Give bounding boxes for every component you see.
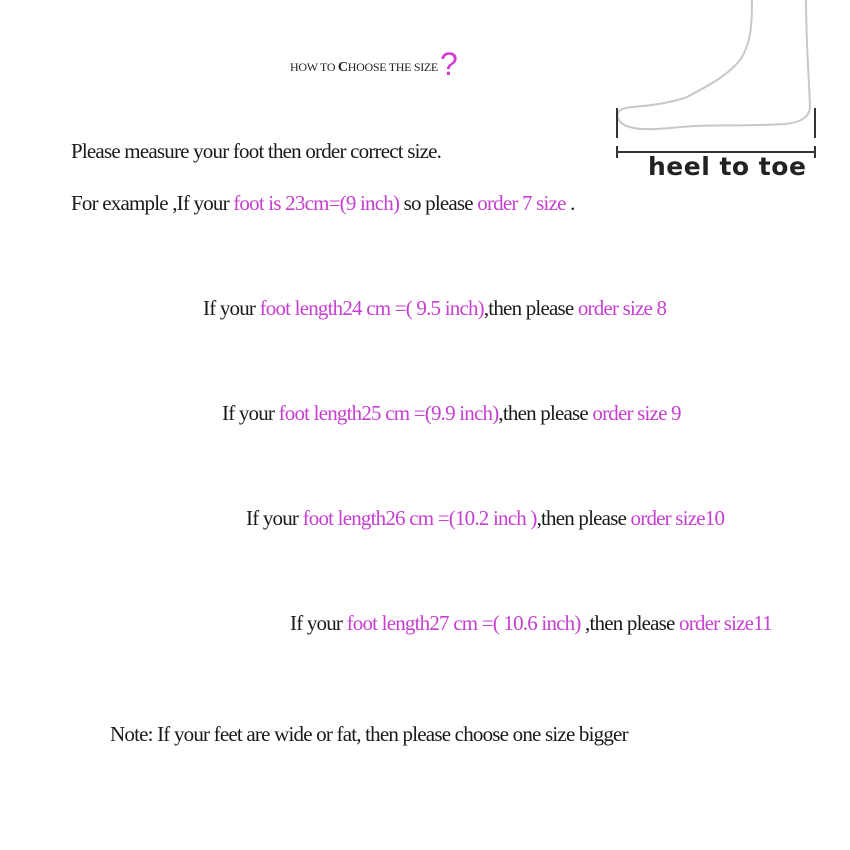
example-part-3: . (565, 191, 575, 215)
size-row (222, 401, 681, 426)
measure-bracket (617, 108, 815, 158)
size-row (290, 611, 772, 636)
foot-outline (618, 0, 810, 129)
size-row-size: order size10 (630, 506, 725, 530)
size-row-prefix: If your (246, 506, 303, 530)
size-row (246, 506, 724, 531)
size-row-size: order size 9 (592, 401, 681, 425)
size-row-length: foot length24 cm =( 9.5 inch) (259, 296, 484, 320)
size-row-length: foot length25 cm =(9.9 inch) (278, 401, 499, 425)
size-row-prefix: If your (290, 611, 347, 635)
example-line (71, 191, 575, 216)
size-row-prefix: If your (203, 296, 260, 320)
size-row-middle: ,then please (580, 611, 679, 635)
size-row-length: foot length27 cm =( 10.6 inch) (346, 611, 581, 635)
title-c: C (337, 60, 348, 75)
title-prefix: HOW TO (290, 60, 338, 74)
question-mark-icon: ? (439, 46, 458, 82)
title-rest: HOOSE THE SIZE (347, 60, 438, 74)
example-highlight-2: order 7 size (477, 191, 566, 215)
size-row-size: order size 8 (577, 296, 667, 320)
size-row-length: foot length26 cm =(10.2 inch ) (302, 506, 537, 530)
foot-diagram (600, 0, 830, 170)
heel-to-toe-label: heel to toe (648, 152, 807, 181)
size-row-prefix: If your (222, 401, 279, 425)
size-row-middle: ,then please (536, 506, 631, 530)
size-guide-title (290, 46, 457, 83)
size-row (203, 296, 666, 321)
example-highlight-1: foot is 23cm=(9 inch) (233, 191, 400, 215)
note-text: Note: If your feet are wide or fat, then please choose one size bigger (110, 722, 628, 746)
size-row-size: order size11 (679, 611, 772, 635)
example-part-1: For example ,If your (71, 191, 234, 215)
example-part-2: so please (399, 191, 478, 215)
size-row-middle: ,then please (498, 401, 593, 425)
size-row-middle: ,then please (483, 296, 578, 320)
intro-text: Please measure your foot then order correct size. (71, 139, 442, 163)
